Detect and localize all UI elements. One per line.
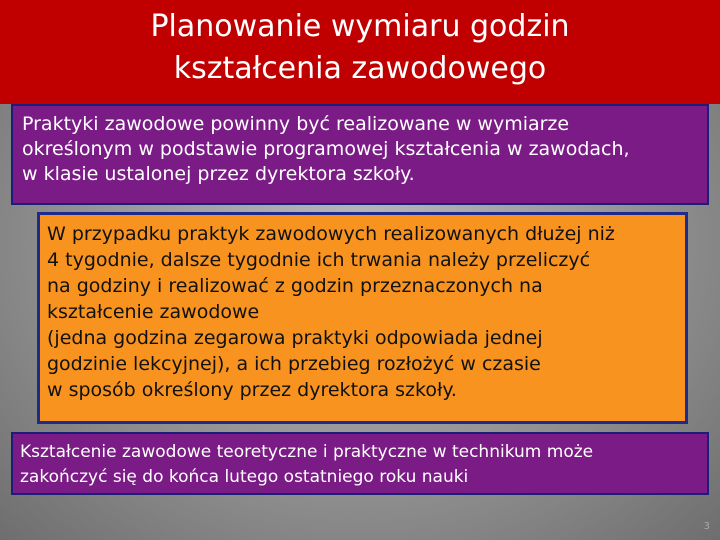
info-box-praktyki-text: Praktyki zawodowe powinny być realizowane w wymiarze określonym w podstawie programowej kształcenia w zawodach, w klasie ustalonej przez dyrektora szkoły. xyxy=(22,113,630,185)
info-box-przeliczenie-text: W przypadku praktyk zawodowych realizowanych dłużej niż 4 tygodnie, dalsze tygodnie ich trwania należy przeliczyć na godziny i realizować z godzin przeznaczonych na kształcenie zawodowe (jedna godzina zegarowa praktyki odpowiada jednej godzinie lekcyjnej), a ich przebieg rozłożyć w czasie w sposób określony przez dyrektora szkoły. xyxy=(47,223,615,401)
info-box-technikum-text: Kształcenie zawodowe teoretyczne i praktyczne w technikum może zakończyć się do końca lutego ostatniego roku nauki xyxy=(20,442,594,487)
info-box-technikum xyxy=(11,432,709,495)
slide-title: Planowanie wymiaru godzin kształcenia zawodowego xyxy=(150,9,570,86)
info-box-praktyki xyxy=(11,104,709,205)
slide-number: 3 xyxy=(703,521,710,532)
title-bar xyxy=(0,0,720,104)
info-box-przeliczenie xyxy=(37,212,688,424)
